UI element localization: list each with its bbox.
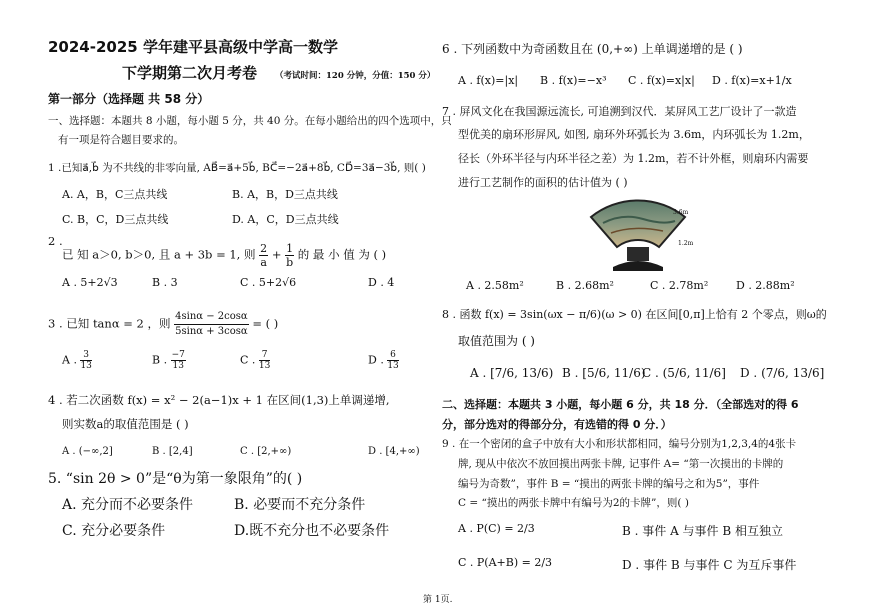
q3-frac-num: 4sinα − 2cosα xyxy=(174,310,249,325)
q3-option-d xyxy=(368,350,399,371)
q4-option-d: D . [4,+∞) xyxy=(368,446,420,457)
part2-line2: 分，部分选对的得部分分，有选错的得 0 分．） xyxy=(442,418,672,431)
fan-screen-figure xyxy=(583,195,693,275)
fan-stand-post xyxy=(627,247,649,261)
q8-option-c: C . (5/6, 11/6] xyxy=(642,366,726,380)
title-line2: 下学期第二次月考卷 xyxy=(122,64,258,82)
title-line1: 2024-2025 学年建平县高级中学高一数学 xyxy=(48,38,338,56)
q8-stem: 8 . 函数 f(x) = 3sin(ωx − π/6)(ω > 0) 在区间[0,π]上恰有 2 个零点，则ω的 xyxy=(442,308,827,321)
q9-option-d: D . 事件 B 与事件 C 为互斥事件 xyxy=(622,558,797,572)
part1-instr-line1: 一、选择题：本题共 8 小题，每小题 5 分，共 40 分。在每小题给出的四个选项中，只 xyxy=(48,115,452,127)
fan-stand-base xyxy=(613,261,663,271)
q2-frac2 xyxy=(285,242,294,269)
q2-option-a: A . 5+2√3 xyxy=(62,276,118,289)
q2-frac1-num: 2 xyxy=(260,242,268,255)
exam-info: （考试时间：120 分钟，分值：150 分） xyxy=(275,71,436,81)
q7-option-c: C . 2.78m² xyxy=(650,279,709,292)
q2-num: 2 . xyxy=(48,234,63,248)
q7-line2: 型优美的扇环形屏风, 如图, 扇环外环弧长为 3.6m，内环弧长为 1.2m， xyxy=(458,128,810,141)
q6-option-d: D . f(x)=x+1/x xyxy=(712,74,792,87)
q5-option-c: C. 充分必要条件 xyxy=(62,523,166,539)
q7-line3: 径长（外环半径与内环半径之差）为 1.2m，若不计外框，则扇环内需要 xyxy=(458,152,809,165)
q2-frac2-num: 1 xyxy=(286,242,294,255)
q3-option-b xyxy=(152,350,186,371)
q4-stem2: 则实数a的取值范围是 ( ) xyxy=(62,417,189,431)
q3-stem: 3 . 已知 tanα = 2 ，则 xyxy=(48,316,171,331)
q3-a-num: 3 xyxy=(80,350,91,361)
q8-option-a: A . [7/6, 13/6) xyxy=(470,366,554,380)
q9-option-b: B . 事件 A 与事件 B 相互独立 xyxy=(622,524,784,538)
q9-line3: 编号为奇数”，事件 B = “摸出的两张卡牌的编号之和为5”，事件 xyxy=(458,478,760,490)
fig-label-outer: 3.6m xyxy=(673,209,689,216)
q9-line4: C = “摸出的两张卡牌中有编号为2的卡牌”，则( ) xyxy=(458,497,689,509)
q3-b-num: −7 xyxy=(171,350,185,360)
q3-option-c xyxy=(240,350,270,371)
part2-line1: 二、选择题：本题共 3 小题，每小题 6 分，共 18 分．（全部选对的得 6 xyxy=(442,398,799,411)
q5-option-b: B. 必要而不充分条件 xyxy=(234,497,366,513)
q8-stem2: 取值范围为 ( ) xyxy=(458,334,535,348)
q7-line1: 7 . 屏风文化在我国源远流长, 可追溯到汉代．某屏风工艺厂设计了一款造 xyxy=(442,105,797,118)
q4-option-c: C . [2,+∞) xyxy=(240,446,292,457)
q7-line4: 进行工艺制作的面积的估计值为 ( ) xyxy=(458,176,628,189)
q8-option-b: B . [5/6, 11/6) xyxy=(562,366,646,380)
q2-stem-line: 已 知 a＞0, b＞0, 且 a + 3b = 1, 则 $\frac{2}{a}$ + $\frac{1}{b}$ 的 最 小 值 为 ( ) xyxy=(62,242,387,269)
q1-option-d: D. A，C，D三点共线 xyxy=(232,213,339,226)
q1-option-c: C. B，C，D三点共线 xyxy=(62,213,169,226)
q4-stem: 4 . 若二次函数 f(x) = x² − 2(a−1)x + 1 在区间(1,3)上单调递增, xyxy=(48,393,390,407)
q3-option-b-label: B . xyxy=(152,353,168,367)
q3-option-a xyxy=(62,350,92,371)
q6-stem: 6 . 下列函数中为奇函数且在 (0,+∞) 上单调递增的是 ( ) xyxy=(442,42,743,56)
part1-heading: 第一部分（选择题 共 58 分） xyxy=(48,92,210,106)
q9-line1: 9 . 在一个密闭的盒子中放有大小和形状都相同，编号分别为1,2,3,4的4张卡 xyxy=(442,438,797,450)
fig-label-radius: 1.2m xyxy=(678,240,694,247)
q3-a-den: 13 xyxy=(80,361,92,371)
page-footer: 第 1页. xyxy=(423,595,453,605)
q5-stem: 5. “sin 2θ > 0”是“θ为第一象限角”的( ) xyxy=(48,471,303,487)
part1-instr-line2: 有一项是符合题目要求的。 xyxy=(58,134,184,146)
q3-frac xyxy=(174,310,249,339)
q9-option-a: A . P(C) = 2/3 xyxy=(458,522,535,535)
q3-option-a-frac xyxy=(80,350,91,371)
q3-d-den: 13 xyxy=(387,361,399,371)
q5-option-a: A. 充分而不必要条件 xyxy=(62,497,194,513)
q1-stem: 1 .已知a⃗,b⃗ 为不共线的非零向量, AB⃗=a⃗+5b⃗, BC⃗=−2a⃗+8b⃗, CD⃗=3a⃗−3b⃗, 则( ) xyxy=(48,162,426,174)
fan-ring-shape xyxy=(591,200,685,247)
q7-option-b: B . 2.68m² xyxy=(556,279,614,292)
q2-frac2-den: b xyxy=(286,256,294,269)
q2-option-d: D . 4 xyxy=(368,276,395,289)
q2-frac1 xyxy=(259,242,268,269)
q3-option-c-frac xyxy=(259,350,270,371)
q7-option-d: D . 2.88m² xyxy=(736,279,795,292)
q2-option-c: C . 5+2√6 xyxy=(240,276,297,289)
q2-option-b: B . 3 xyxy=(152,276,178,289)
q2-stem-end: 的 最 小 值 为 ( ) xyxy=(297,247,387,262)
q9-line2: 牌, 现从中依次不放回摸出两张卡牌, 记事件 A= “第一次摸出的卡牌的 xyxy=(458,458,784,470)
q3-option-c-label: C . xyxy=(240,353,256,367)
q2-frac1-den: a xyxy=(260,256,267,269)
q3-d-num: 6 xyxy=(387,350,398,361)
q3-option-d-label: D . xyxy=(368,353,384,367)
q3-stem-end: = ( ) xyxy=(252,316,279,331)
q4-option-b: B . [2,4] xyxy=(152,446,193,457)
q6-option-b: B . f(x)=−x³ xyxy=(540,74,607,87)
q1-option-b: B. A，B，D三点共线 xyxy=(232,188,338,201)
q1-option-a: A. A，B，C三点共线 xyxy=(62,188,168,201)
q2-stem: 已 知 a＞0, b＞0, 且 a + 3b = 1, 则 xyxy=(62,247,256,262)
q3-option-b-frac xyxy=(171,350,186,371)
q9-option-c: C . P(A+B) = 2/3 xyxy=(458,556,553,569)
q7-option-a: A . 2.58m² xyxy=(466,279,524,292)
q6-option-c: C . f(x)=x|x| xyxy=(628,74,695,87)
q3-frac-den: 5sinα + 3cosα xyxy=(175,326,248,337)
q3-c-num: 7 xyxy=(259,350,270,361)
q8-option-d: D . (7/6, 13/6] xyxy=(740,366,825,380)
q3-b-den: 13 xyxy=(172,361,184,371)
q3-stem-line xyxy=(48,310,278,339)
q3-c-den: 13 xyxy=(258,361,271,371)
q4-option-a: A . (−∞,2] xyxy=(62,446,113,457)
q3-option-a-label: A . xyxy=(62,353,77,367)
q3-option-d-frac xyxy=(387,350,398,371)
q6-option-a: A . f(x)=|x| xyxy=(458,74,519,87)
q5-option-d: D.既不充分也不必要条件 xyxy=(234,523,390,539)
